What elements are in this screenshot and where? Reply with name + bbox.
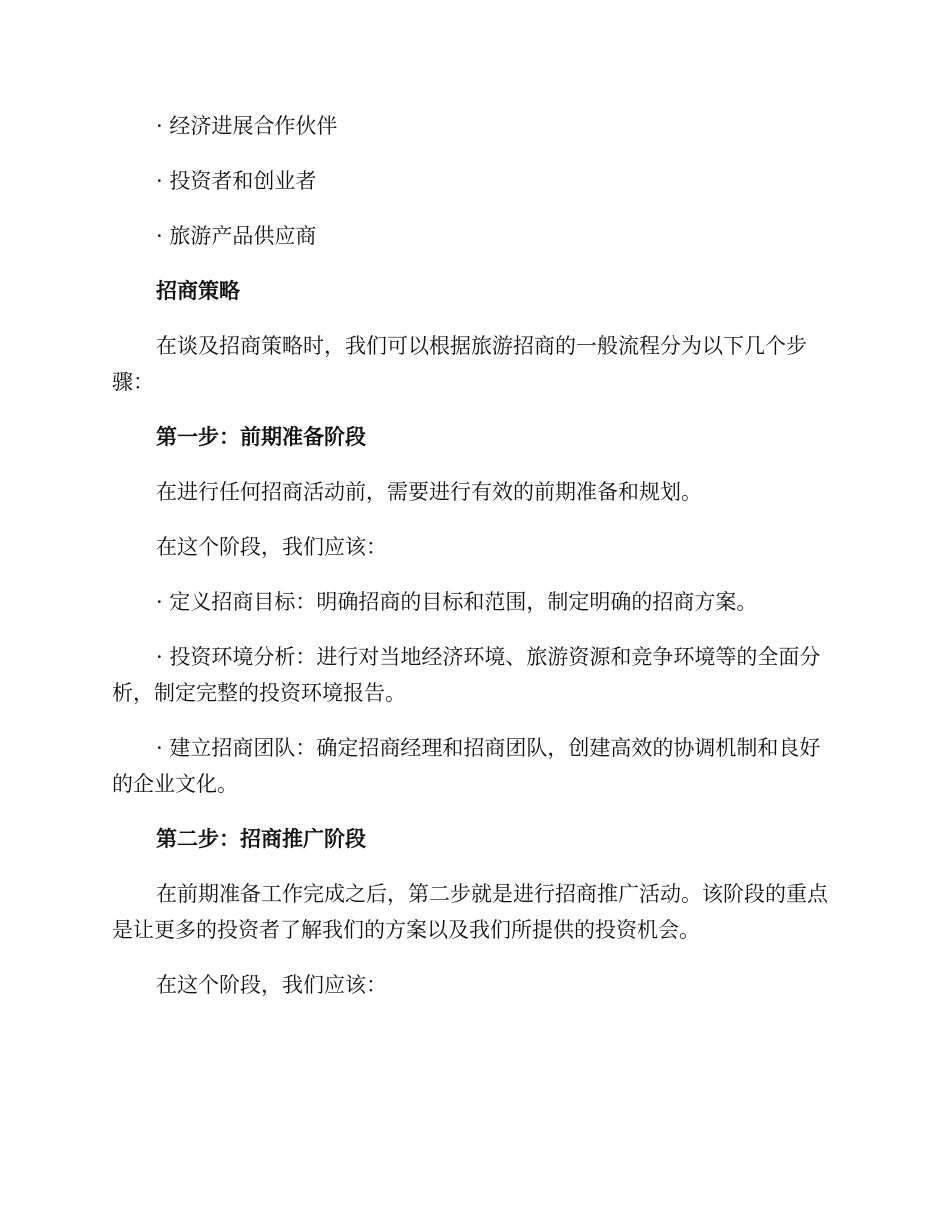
paragraph-strategy-intro: 在谈及招商策略时，我们可以根据旅游招商的一般流程分为以下几个步骤： <box>112 334 807 394</box>
document-body <box>112 108 830 1022</box>
heading-step-two: 第二步：招商推广阶段 <box>156 827 366 851</box>
paragraph-step-one-lead: 在这个阶段，我们应该： <box>156 535 387 559</box>
bullet-investors-entrepreneurs: · 投资者和创业者 <box>156 169 317 193</box>
bullet-define-goals: · 定义招商目标：明确招商的目标和范围，制定明确的招商方案。 <box>156 590 758 614</box>
bullet-economic-partners: · 经济进展合作伙伴 <box>156 114 338 138</box>
paragraph-step-two-lead: 在这个阶段，我们应该： <box>156 973 387 997</box>
heading-investment-strategy: 招商策略 <box>156 279 240 303</box>
bullet-environment-analysis: · 投资环境分析：进行对当地经济环境、旅游资源和竞争环境等的全面分析，制定完整的投资环境报告。 <box>112 645 821 705</box>
paragraph-step-two-intro: 在前期准备工作完成之后，第二步就是进行招商推广活动。该阶段的重点是让更多的投资者了解我们的方案以及我们所提供的投资机会。 <box>112 882 828 942</box>
heading-step-one: 第一步：前期准备阶段 <box>156 425 366 449</box>
bullet-build-team: · 建立招商团队：确定招商经理和招商团队，创建高效的协调机制和良好的企业文化。 <box>112 736 821 796</box>
paragraph-step-one-intro: 在进行任何招商活动前，需要进行有效的前期准备和规划。 <box>156 480 702 504</box>
bullet-tourism-suppliers: · 旅游产品供应商 <box>156 224 317 248</box>
